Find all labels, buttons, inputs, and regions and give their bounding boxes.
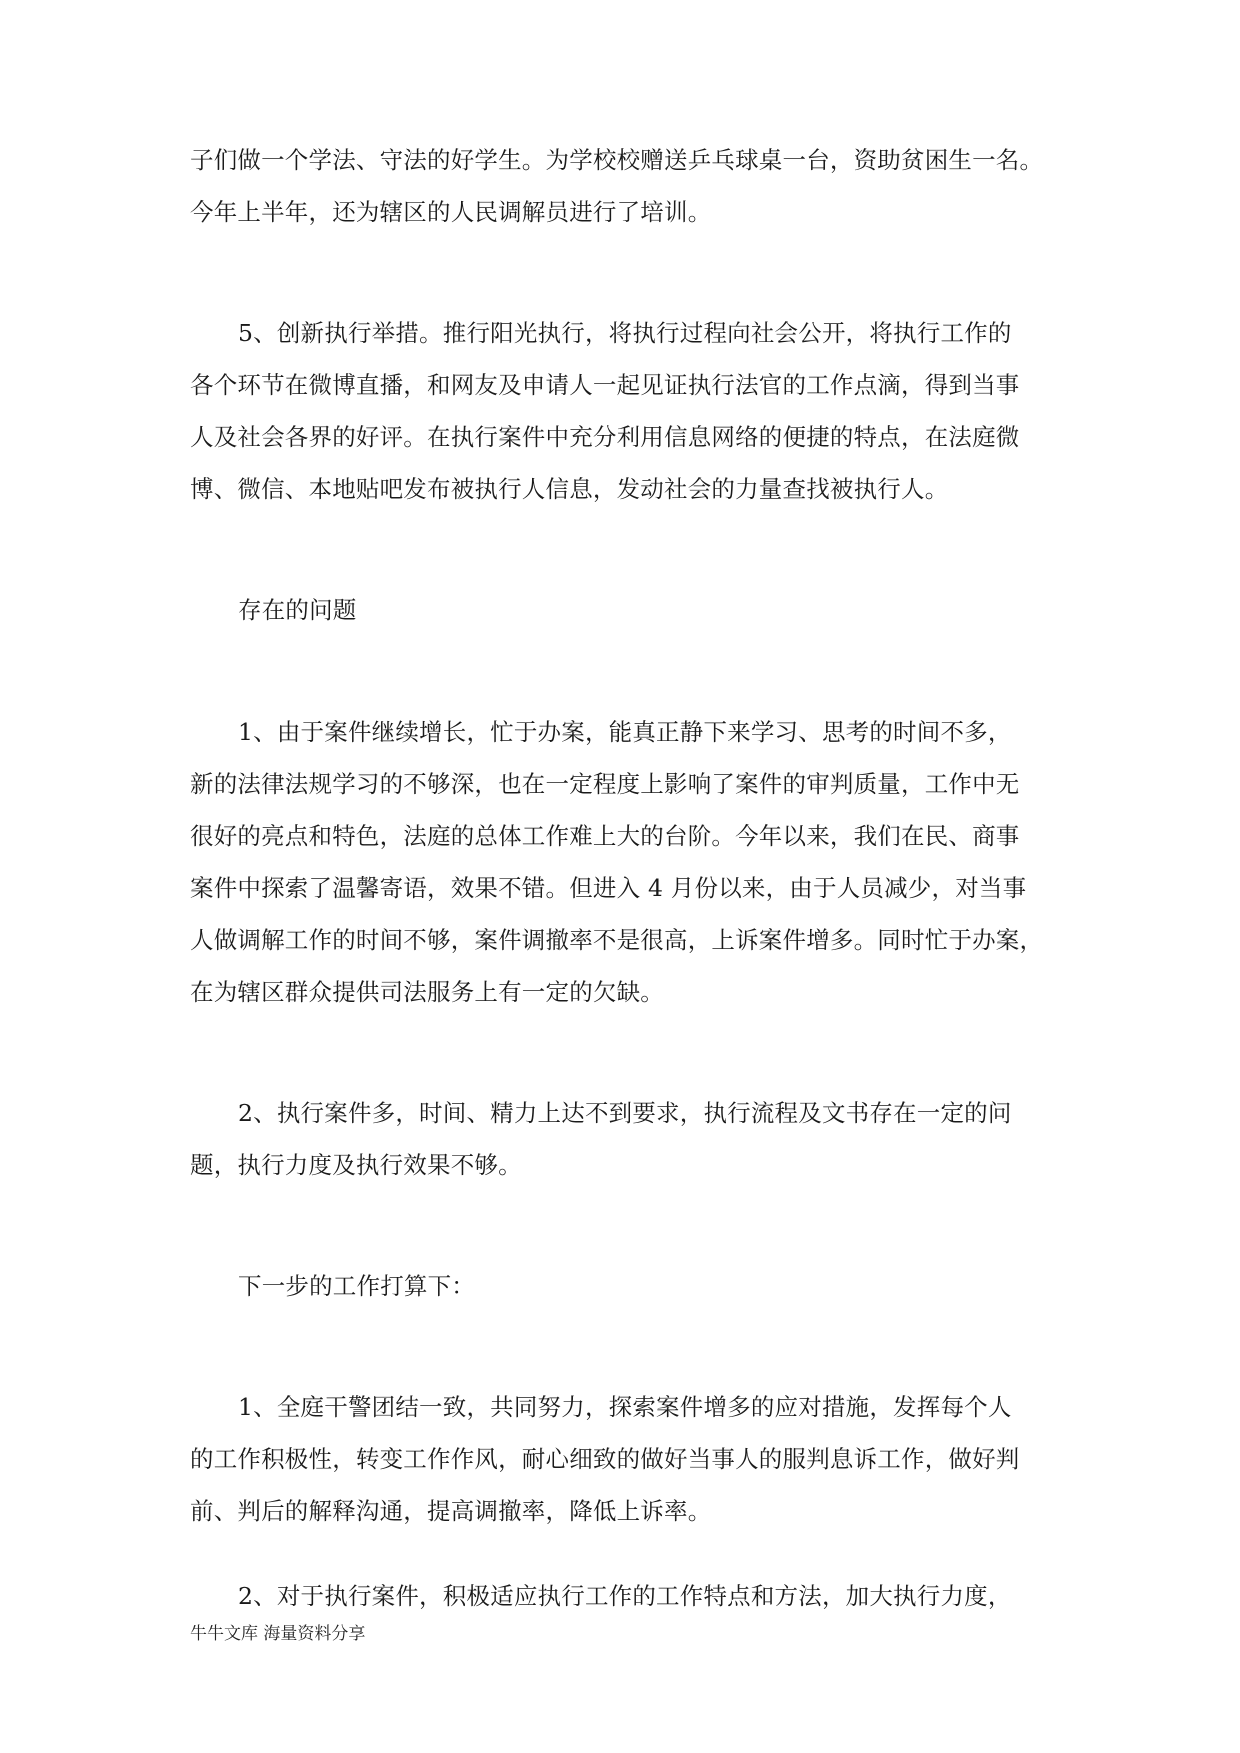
paragraph-start-line: 2、执行案件多，时间、精力上达不到要求，执行流程及文书存在一定的问	[238, 1099, 1012, 1127]
text-line: 题，执行力度及执行效果不够。	[190, 1151, 522, 1179]
text-line: 在为辖区群众提供司法服务上有一定的欠缺。	[190, 978, 664, 1006]
text-line: 新的法律法规学习的不够深，也在一定程度上影响了案件的审判质量，工作中无	[190, 770, 1020, 798]
paragraph-start-line: 1、全庭干警团结一致，共同努力，探索案件增多的应对措施，发挥每个人	[238, 1393, 1012, 1421]
section-heading: 存在的问题	[238, 596, 357, 624]
text-line: 人及社会各界的好评。在执行案件中充分利用信息网络的便捷的特点，在法庭微	[190, 423, 1020, 451]
text-line: 的工作积极性，转变工作作风，耐心细致的做好当事人的服判息诉工作，做好判	[190, 1445, 1020, 1473]
text-line: 各个环节在微博直播，和网友及申请人一起见证执行法官的工作点滴，得到当事	[190, 371, 1020, 399]
paragraph-start-line: 1、由于案件继续增长，忙于办案，能真正静下来学习、思考的时间不多，	[238, 718, 1012, 746]
paragraph-start-line: 2、对于执行案件，积极适应执行工作的工作特点和方法，加大执行力度，	[238, 1582, 1012, 1610]
text-line: 人做调解工作的时间不够，案件调撤率不是很高，上诉案件增多。同时忙于办案，	[190, 926, 1044, 954]
text-line: 很好的亮点和特色，法庭的总体工作难上大的台阶。今年以来，我们在民、商事	[190, 822, 1020, 850]
section-heading: 下一步的工作打算下：	[238, 1272, 475, 1300]
text-line: 前、判后的解释沟通，提高调撤率，降低上诉率。	[190, 1497, 712, 1525]
text-line: 子们做一个学法、守法的好学生。为学校校赠送乒乓球桌一台，资助贫困生一名。	[190, 146, 1044, 174]
text-line: 博、微信、本地贴吧发布被执行人信息，发动社会的力量查找被执行人。	[190, 475, 949, 503]
page-footer: 牛牛文库 海量资料分享	[190, 1624, 366, 1644]
text-line: 今年上半年，还为辖区的人民调解员进行了培训。	[190, 198, 712, 226]
paragraph-start-line: 5、创新执行举措。推行阳光执行，将执行过程向社会公开，将执行工作的	[238, 319, 1012, 347]
text-line: 案件中探索了温馨寄语，效果不错。但进入 4 月份以来，由于人员减少，对当事	[190, 874, 1027, 902]
